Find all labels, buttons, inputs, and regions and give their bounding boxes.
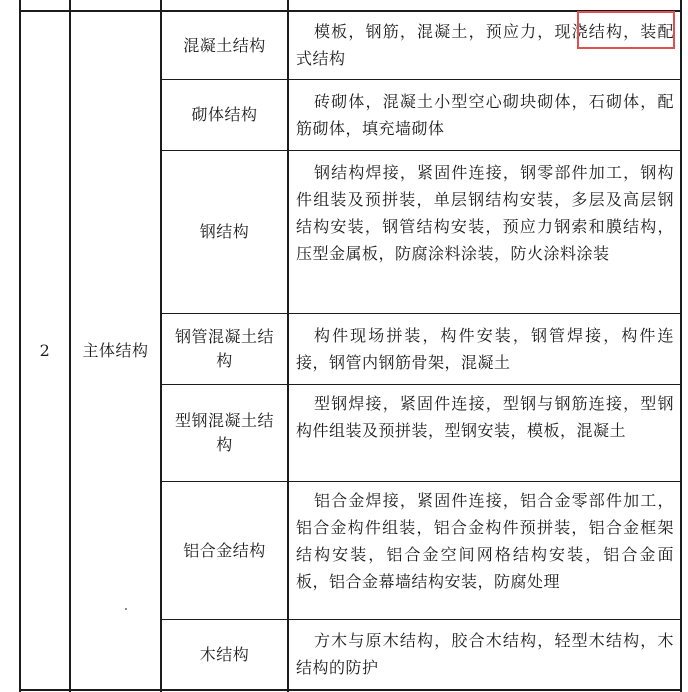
sub-item-name: 型钢混凝土结构 [174,411,274,454]
sub-item-content: 铝合金焊接，紧固件连接，铝合金零部件加工，铝合金构件组装，铝合金构件预拼装，铝合金框架结构安装，铝合金空间网格结构安装，铝合金面板，铝合金幕墙结构安装，防腐处理 [296,491,674,591]
sub-item-content: 型钢焊接，紧固件连接，型钢与钢筋连接，型钢构件组装及预拼装，型钢安装，模板，混凝土 [296,394,674,440]
bottom-rule [19,689,682,691]
sub-item-content: 构件现场拼装，构件安装，钢管焊接，构件连接，钢管内钢筋骨架，混凝土 [296,326,674,372]
sub-item-content: 模板，钢筋，混凝土，预应力，现浇结构，装配式结构 [296,22,674,68]
group-number: 2 [39,340,51,360]
sub-item-name: 砌体结构 [191,105,258,124]
sub-item-name: 钢结构 [199,222,250,241]
group-name: 主体结构 [82,340,149,360]
sub-item-name: 钢管混凝土结构 [174,327,274,370]
sub-item-name: 铝合金结构 [183,540,266,560]
col-divider-3 [287,0,289,692]
sub-item-content: 钢结构焊接，紧固件连接，钢零部件加工，钢构件组装及预拼装，单层钢结构安装，多层及高层钢结构安装，钢管结构安装，预应力钢索和膜结构，压型金属板，防腐涂料涂装，防火涂料涂装 [296,163,674,263]
scan-speck [125,608,127,610]
sub-item-content: 方木与原木结构，胶合木结构，轻型木结构，木结构的防护 [296,631,674,677]
table-border-right [680,0,682,692]
highlight-box [577,11,675,49]
sub-item-name: 混凝土结构 [183,35,266,55]
sub-item-name: 木结构 [199,644,250,664]
sub-item-content: 砖砌体，混凝土小型空心砌块砌体，石砌体，配筋砌体，填充墙砌体 [296,92,674,138]
